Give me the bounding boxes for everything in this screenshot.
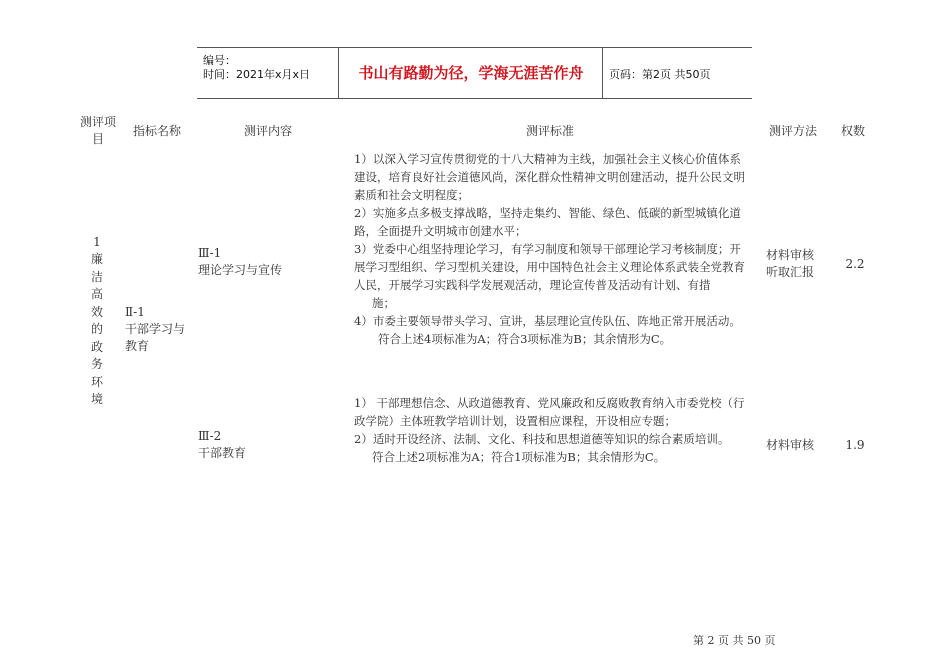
page-footer: 第 2 页 共 50 页 (693, 634, 776, 647)
standard-grading: 符合上述4项标准为A；符合3项标准为B；其余情形为C。 (378, 332, 672, 346)
header-divider-right (602, 48, 603, 98)
column-header-method: 测评方法 (768, 124, 817, 138)
standard-line: 2）适时开设经济、法制、文化、科技和思想道德等知识的综合素质培训。 (354, 432, 730, 446)
content-code: Ⅲ-2 (198, 429, 222, 443)
standard-cell-1 (354, 150, 752, 348)
method-line: 材料审核 (766, 248, 815, 262)
standard-cell-2 (354, 394, 752, 466)
indicator-code: Ⅱ-1 (125, 305, 145, 319)
column-header-item: 测评项目 (80, 115, 117, 146)
content-name: 理论学习与宣传 (198, 263, 283, 277)
method-cell-1 (766, 247, 826, 281)
column-header-standard: 测评标准 (525, 124, 574, 138)
indicator-cell (125, 304, 193, 355)
standard-grading: 符合上述2项标准为A；符合1项标准为B；其余情形为C。 (372, 450, 666, 464)
column-header-content: 测评内容 (243, 124, 292, 138)
column-header-weight: 权数 (840, 124, 865, 138)
column-header-indicator: 指标名称 (132, 124, 181, 138)
item-number: 1 (93, 235, 101, 249)
method-line: 听取汇报 (766, 265, 815, 279)
weight-cell-1: 2.2 (845, 257, 865, 271)
indicator-name: 干部学习与教育 (125, 322, 186, 353)
content-cell-1 (198, 245, 308, 279)
method-line: 材料审核 (766, 438, 815, 452)
content-cell-2 (198, 428, 308, 462)
header-divider-left (338, 48, 339, 98)
content-name: 干部教育 (198, 446, 247, 460)
item-name: 廉洁高效的政务环境 (90, 252, 103, 406)
standard-line: 4）市委主要领导带头学习、宣讲，基层理论宣传队伍、阵地正常开展活动。 (354, 314, 741, 328)
standard-line: 2）实施多点多极支撑战略，坚持走集约、智能、绿色、低碳的新型城镇化道路，全面提升文明城市创建水平； (354, 206, 741, 238)
standard-line: 1） 干部理想信念、从政道德教育、党风廉政和反腐败教育纳入市委党校（行 (354, 396, 745, 410)
document-header (197, 47, 752, 99)
time-label: 时间：2021年x月x日 (203, 68, 311, 81)
page-info: 页码：第2页 共50页 (609, 68, 711, 81)
standard-line: 政学院）主体班教学培训计划，设置相应课程，开设相应专题； (354, 414, 676, 428)
standard-line: 3）党委中心组坚持理论学习，有学习制度和领导干部理论学习考核制度；开 (354, 242, 741, 256)
weight-cell-2: 1.9 (845, 438, 865, 452)
standard-line: 施； (372, 296, 395, 310)
standard-line: 1）以深入学习宣传贯彻党的十八大精神为主线，加强社会主义核心价值体系建设，培育良好社会道德风尚，深化群众性精神文明创建活动，提升公民文明素质和社会文明程度； (354, 152, 745, 202)
motto-text: 书山有路勤为径，学海无涯苦作舟 (358, 64, 584, 82)
standard-line: 展学习型组织、学习型机关建设，用中国特色社会主义理论体系武装全党教育人民，开展学习实践科学发展观活动，理论宣传普及活动有计划、有措 (354, 260, 745, 292)
content-code: Ⅲ-1 (198, 246, 222, 260)
code-label: 编号： (203, 54, 236, 67)
method-cell-2 (766, 437, 826, 454)
